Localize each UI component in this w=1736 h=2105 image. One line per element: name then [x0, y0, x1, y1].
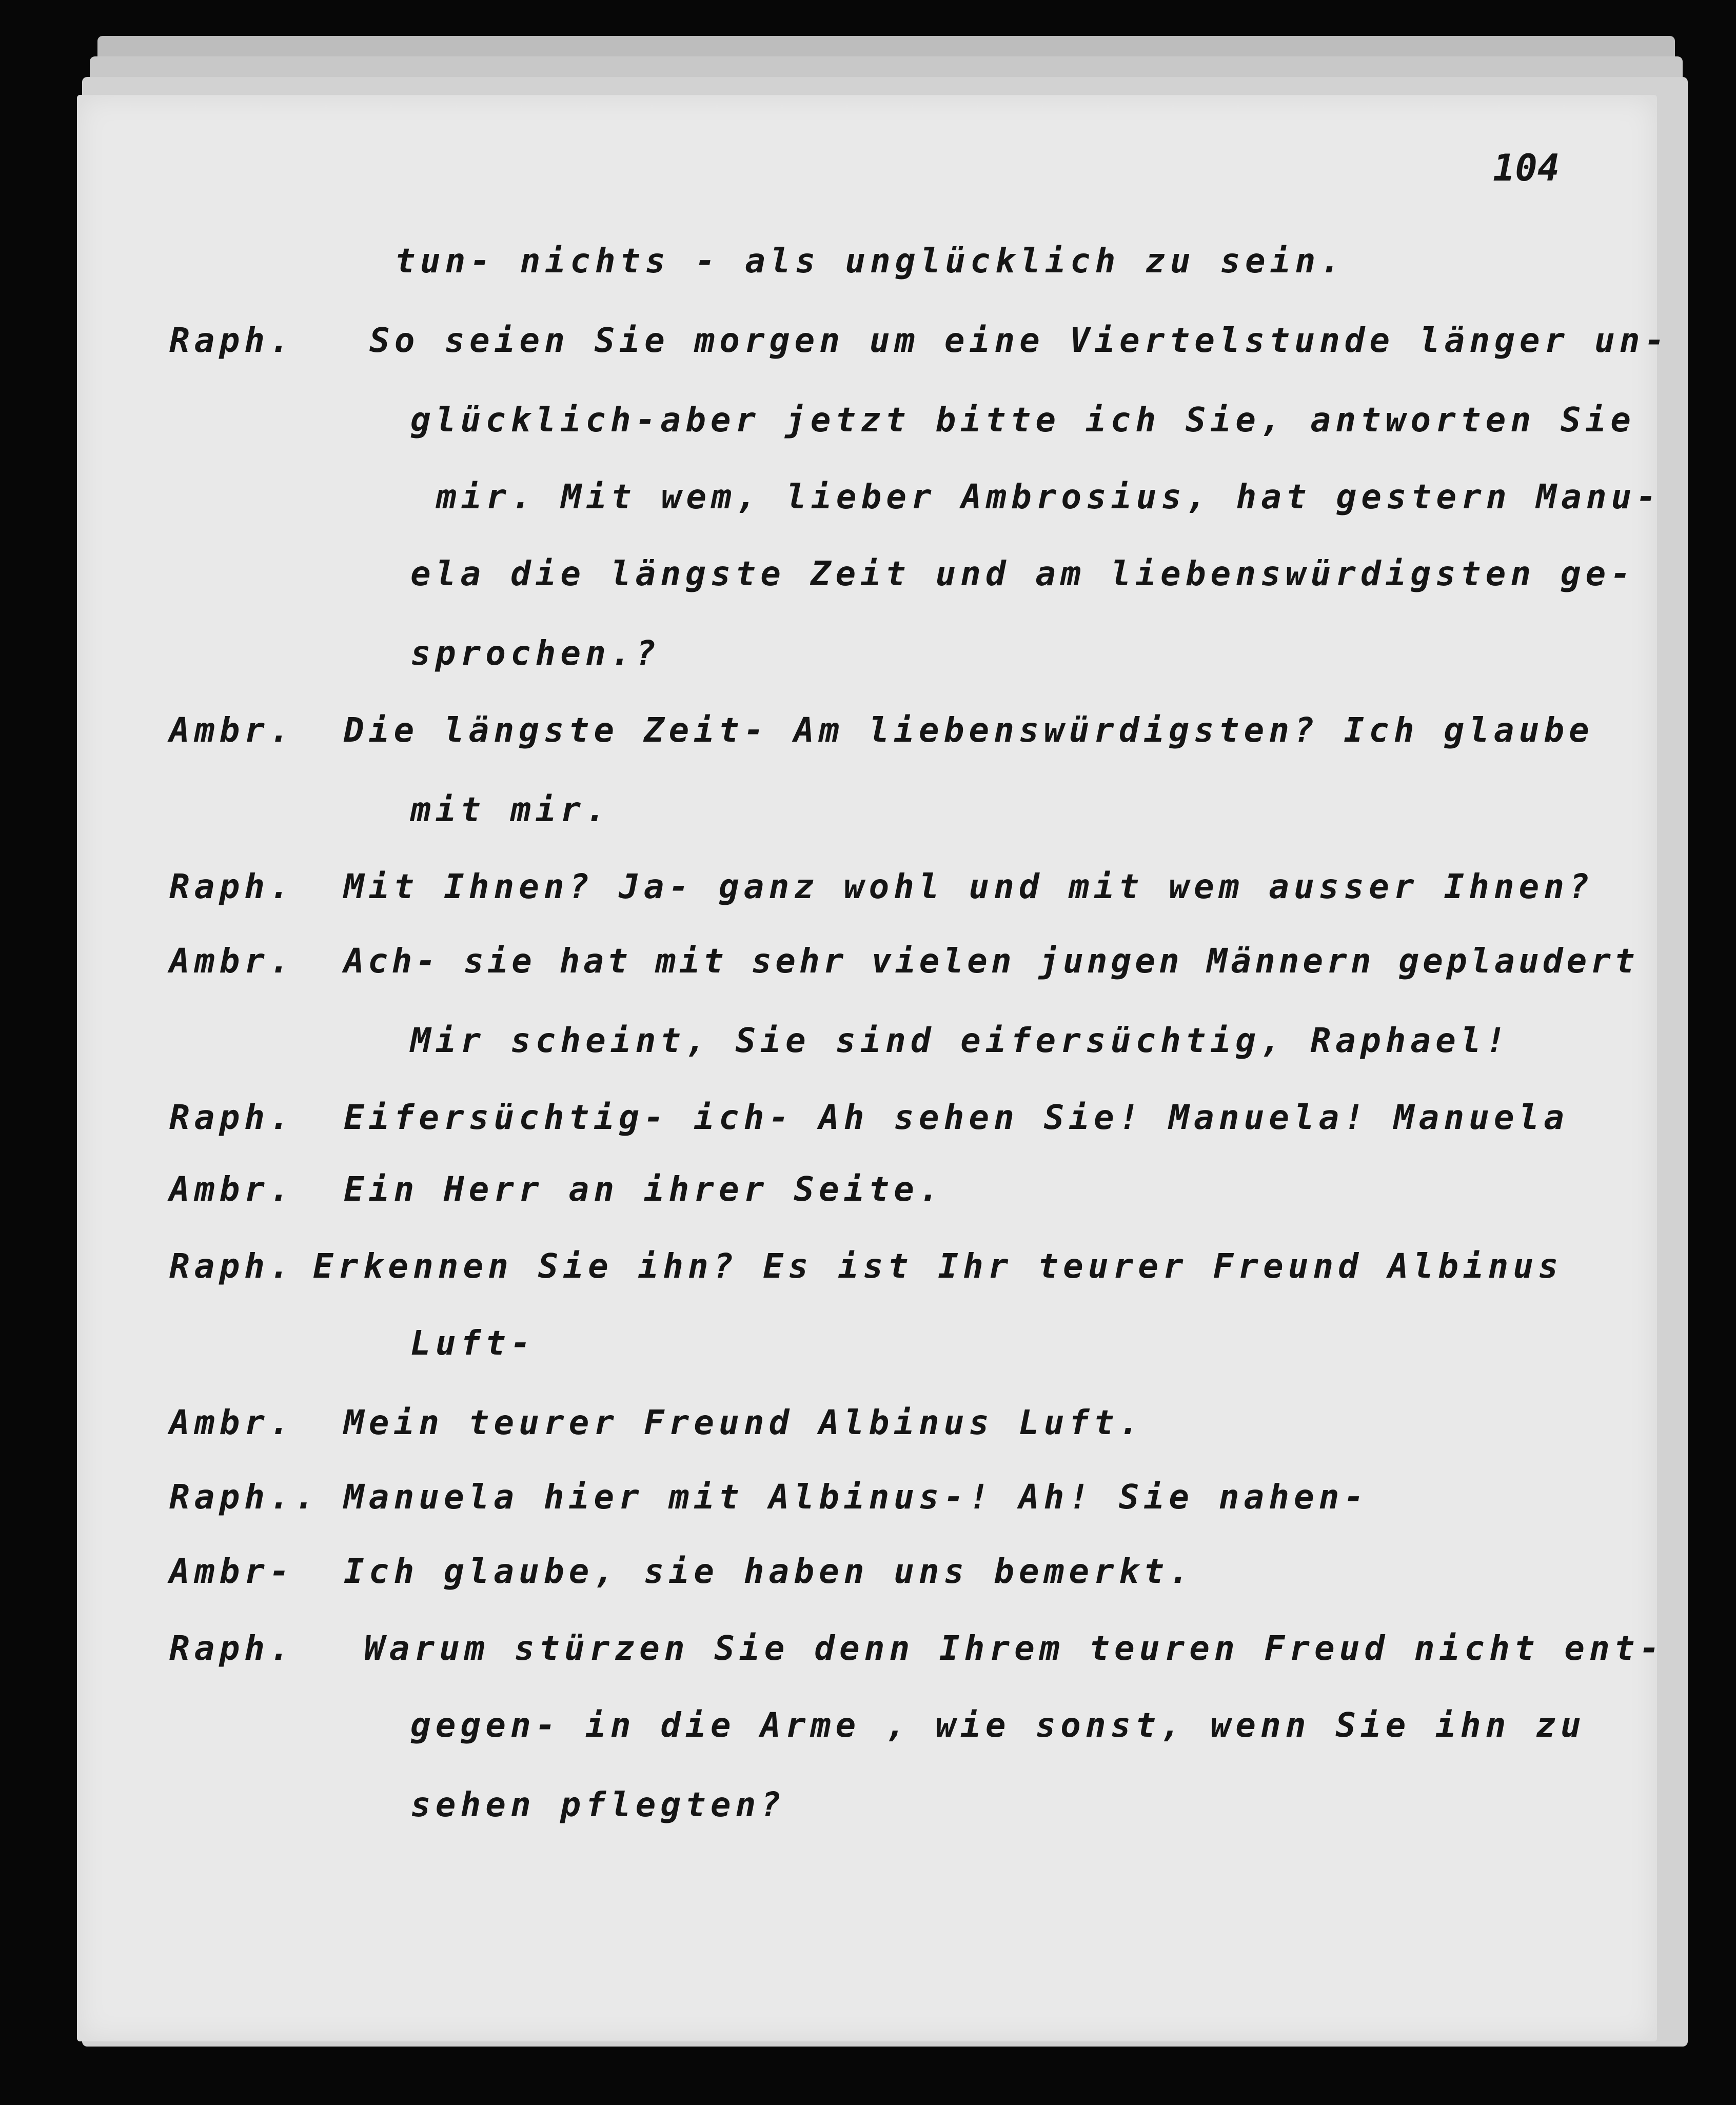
speaker-label: Raph. [169, 1246, 294, 1286]
dialogue-line: Mit Ihnen? Ja- ganz wohl und mit wem ausser Ihnen? [344, 867, 1594, 906]
dialogue-line: Warum stürzen Sie denn Ihrem teuren Freud nicht ent- [364, 1629, 1665, 1668]
speaker-label: Raph. [169, 1629, 294, 1668]
dialogue-line: ela die längste Zeit und am liebenswürdigsten ge- [410, 554, 1636, 593]
speaker-label: Ambr. [169, 1169, 294, 1209]
page-number: 104 [1493, 146, 1560, 189]
dialogue-line: Eifersüchtig- ich- Ah sehen Sie! Manuela! Manuela [344, 1098, 1569, 1137]
dialogue-line: sehen pflegten? [410, 1785, 786, 1824]
dialogue-line: sprochen.? [410, 633, 661, 673]
speaker-label: Raph. [169, 321, 294, 360]
typed-page [77, 95, 1670, 2041]
speaker-label: Ambr- [169, 1552, 294, 1591]
dialogue-line: tun- nichts - als unglücklich zu sein. [395, 241, 1345, 281]
dialogue-line: Ich glaube, sie haben uns bemerkt. [344, 1552, 1194, 1591]
dialogue-line: glücklich-aber jetzt bitte ich Sie, antworten Sie [410, 400, 1636, 440]
dialogue-line: mit mir. [410, 790, 610, 829]
dialogue-line: Erkennen Sie ihn? Es ist Ihr teurer Freund Albinus [313, 1246, 1563, 1286]
dialogue-line: Manuela hier mit Albinus-! Ah! Sie nahen- [344, 1477, 1369, 1517]
speaker-label: Ambr. [169, 710, 294, 750]
speaker-label: Ambr. [169, 941, 294, 981]
dialogue-line: Luft- [410, 1323, 536, 1363]
speaker-label: Raph. [169, 1098, 294, 1137]
dialogue-line: mir. Mit wem, lieber Ambrosius, hat gestern Manu- [436, 477, 1662, 517]
dialogue-line: Mir scheint, Sie sind eifersüchtig, Raphael! [410, 1021, 1511, 1060]
dialogue-line: Mein teurer Freund Albinus Luft. [344, 1403, 1144, 1442]
dialogue-line: Ach- sie hat mit sehr vielen jungen Männern geplaudert [344, 941, 1639, 981]
dialogue-line: So seien Sie morgen um eine Viertelstunde länger un- [369, 321, 1670, 360]
dialogue-line: gegen- in die Arme , wie sonst, wenn Sie ihn zu [410, 1705, 1586, 1745]
speaker-label: Raph.. [169, 1477, 320, 1517]
speaker-label: Ambr. [169, 1403, 294, 1442]
dialogue-line: Die längste Zeit- Am liebenswürdigsten? Ich glaube [344, 710, 1594, 750]
speaker-label: Raph. [169, 867, 294, 906]
dialogue-line: Ein Herr an ihrer Seite. [344, 1169, 944, 1209]
